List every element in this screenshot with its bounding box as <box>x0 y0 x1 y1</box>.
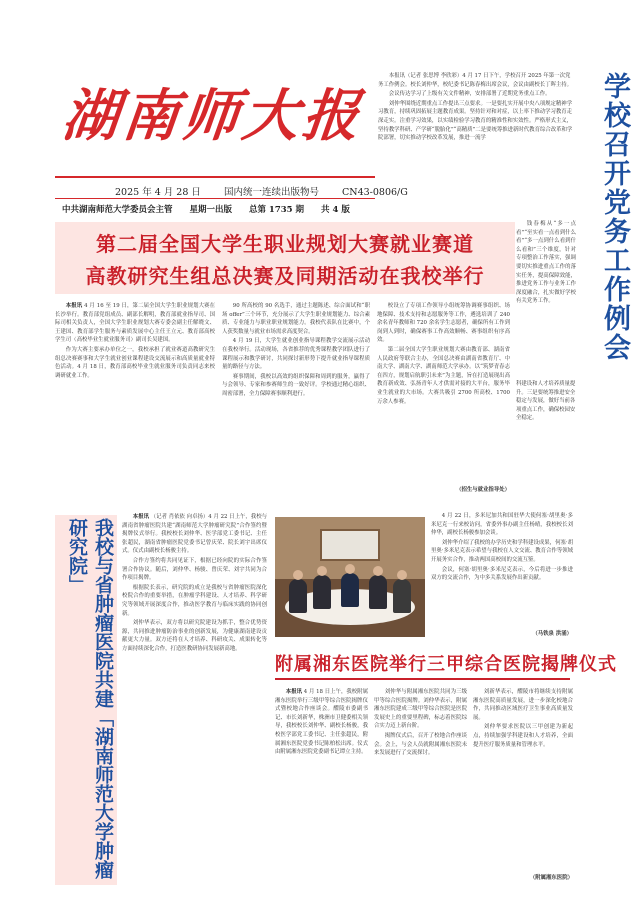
photo-caption-p3: 会议，何塞·胡里奥·多米尼克表示，今后将进一步推进双方的交流合作，为中多关系发展作出新贡献。 <box>431 566 573 582</box>
hospital-headline: 我校与省肿瘤医院共建「湖南师范大学肿瘤研究院」 <box>66 518 114 879</box>
photo-credit: （马铁泉 洪涌） <box>532 631 572 637</box>
xiangdong-p3: 揭牌仪式后，召开了校地合作座谈会。会上，与会人员就附属湘东医院未来发展进行了交流探讨。 <box>374 732 467 757</box>
newspaper-title: 湖南师大报 <box>59 83 367 149</box>
masthead-date-row <box>115 184 428 198</box>
top-story-column-2 <box>516 220 576 380</box>
xiangdong-column-2 <box>374 688 467 883</box>
top-story-body <box>378 72 573 144</box>
xiangdong-p1: 4 月 18 日上午，我校附属湘东医院举行三级甲等综合医院揭牌仪式暨校地合作座谈会。醴陵市委副书记、市长刘新华，株洲市卫健委相关领导，我校校长刘仲华、副校长杨骏，我校医学部党工委书记、主任张超民，附属湘东医院党委书记陈柏松出席。仪式由附属湘东医院党委副书记谭立主持。 <box>275 689 368 756</box>
top-story-p5: 钱春梅从“多一点看”“至实看一点看到什么看”“多一点到什么看到什么看和”三个维度，针对专项整治工作落实，强调要切实推进重点工作的落实任务，提高保障效能，推进党务工作与业务工作深度融合，扎实做好学校有关党务工作。 <box>516 221 576 305</box>
hospital-kicker: 本报讯 <box>132 514 150 520</box>
lead-column-2 <box>222 302 370 497</box>
top-story-p3: 刘仲华围绕近期重点工作提出三点要求。一是要扎实开展中央八项规定精神学习教育，持续巩固拓展主题教育成果。坚持针对和对症，以上率下推动学习教育走深走实。注重学习效果，以实绩检验学习教育的精准性和实效性。严格形式主义，坚持教学科研、产学研“脱胎化”“高精质”二是要统筹推进新时代教育综合改革和学院部署，切实推动学校改革发展，推进一流学 <box>378 100 573 142</box>
lead-col2-p1: 90 所高校的 90 名选手，通过主题陈述、综合面试和“职场 offer”三个环节，充分展示了大学生职业规划能力、综合素质、专业能力与职业职业规划能力。我校代表队在比赛中，个人获奖数量与就业市场需求高度契合。 <box>222 303 370 335</box>
lead-col3-p2: 第二届全国大学生职业规划大赛由教育部、湖南省人民政府等联合主办，全国总决赛由湖南省教育厅、中南大学、湖南大学、湖南师范大学承办。以“筑梦青春志在四方，规划启航职引未来”为主题，旨在打造展现出高教育新成效、弘扬青年人才供需对接的大平台，服务毕业生就业的大市场。大赛共吸引 2700 所高校、1700 万余人参赛。 <box>377 346 510 405</box>
photo-caption <box>431 512 573 642</box>
cn-number: CN43-0806/G <box>342 187 408 198</box>
top-story-p1: 本报讯（记者 张思博 李欣彩）4 月 17 日下午，学校召开 2025 年第一次党务工作例会。校长刘仲华，校纪委书记陈春梅出席会议，会议由副校长丁晖主持。 <box>378 73 573 88</box>
lead-credit: （招生与就业指导处） <box>456 487 510 493</box>
masthead-rule-mid <box>55 198 375 199</box>
xiangdong-credit: （附属湘东医院） <box>529 875 573 881</box>
lead-headline-line1: 第二届全国大学生职业规划大赛就业赛道 <box>96 232 474 256</box>
xiangdong-headline-rule <box>275 678 570 680</box>
hospital-story-body <box>122 513 267 885</box>
photo-caption-p2: 刘仲华介绍了我校的办学历史和学科建设成果，何塞·胡里奥·多米尼克表示希望与我校在人文交流、教育合作等领域开展务实合作，推动两国高校间的交流互鉴。 <box>431 539 573 563</box>
lead-col2-p3: 赛事期间，我校以高效的组织保障和周到的服务，赢得了与会领导、专家和参赛师生的一致好评。学校通过精心组织、周密部署，全力保障赛事顺利进行。 <box>222 373 370 397</box>
page-count: 共 4 版 <box>321 205 350 215</box>
issue-number: 总第 1735 期 <box>248 205 305 215</box>
top-story-p4: 科建设和人才培养质量提升。三是要统筹推进安全稳定与发展，做好当前各项重点工作，确保校园安全稳定。 <box>516 381 576 422</box>
masthead-rule-top <box>55 176 375 178</box>
xiangdong-p4: 刘新华表示，醴陵市将继续支持附属湘东医院高质量发展，进一步深化校地合作，共同推动区域医疗卫生事业高质量发展。 <box>473 689 573 721</box>
meeting-photo <box>275 517 425 637</box>
lead-headline-banner <box>55 222 515 294</box>
issue-date: 2025 年 4 月 28 日 <box>115 187 201 198</box>
lead-col1-p1: 4 月 16 至 19 日，第二届全国大学生职业规划大赛在长沙举行。教育部党组成员、副部长解明，教育部就业指导司、国际司相关负责人，全国大学生职业规划大赛专委会副主任解晓文、王建国、教育部学生服务与素质发展中心主任王立元、教育部高校学生司（高校毕业生就业服务司）副司长吴建国。 <box>55 303 215 344</box>
lead-column-3 <box>377 302 510 497</box>
xiangdong-p2: 刘仲华与附属湘东医院共同为三级甲等综合医院揭牌。刘仲华表示，附属湘东医院建成三级甲等综合医院是医院发展史上的重要里程碑，标志着医院综合实力迈上新台阶。 <box>374 689 467 730</box>
xiangdong-kicker: 本报讯 <box>285 689 303 695</box>
top-story-continued <box>516 380 576 460</box>
sponsor: 中共湖南师范大学委员会主管 <box>62 205 173 215</box>
xiangdong-p5: 刘仲华要求医院以三甲创建为新起点，持续加强学科建设和人才培养，全面提升医疗服务质量和管理水平。 <box>473 724 573 748</box>
lead-col1-p2: 作为大赛主要承办单位之一，我校承担了就业赛道高教研究生组总决赛赛事和大学生就业创业课程建设交流展示和高质量就业特色活动。4 月 18 日，教育部高校毕业生就业服务司负责同志来校调研就业工作。 <box>55 346 215 379</box>
hospital-p4: 刘仲华表示，双方将以研究院建设为抓手，整合优势资源，共同推进肿瘤防治事业的创新发展，为健康湖南建设贡献更大力量。双方还将在人才培养、科研攻关、成果转化等方面持续深化合作，打造医教研协同发展新高地。 <box>122 620 267 652</box>
hospital-p3: 根据院长表示，研究院的成立是我校与省肿瘤医院深化校院合作的重要举措，在肿瘤学科建设、人才培养、科学研究等领域开展深度合作，推动医学教育与临床实践的协同创新。 <box>122 584 267 617</box>
hospital-p1: （记者 肖依依 向卓扬）4 月 22 日上午，我校与湖南省肿瘤医院共建“湖南师范大学肿瘤研究院”合作签约暨揭牌仪式举行。我校校长刘仲华、医学部党工委书记、主任张超民，湖南省肿瘤医院党委书记曾庆荣、院长刘宇出席仪式。仪式由副校长杨骏主持。 <box>122 514 267 555</box>
masthead <box>55 68 375 158</box>
top-story-p2: 会议传达学习了上级有关文件精神，安排部署了近期党务重点工作。 <box>388 91 551 98</box>
weekday: 星期一出版 <box>189 205 232 215</box>
masthead-info-row <box>62 203 364 215</box>
lead-col3-p1: 校设立了专项工作领导小组统筹协调赛事组织、场地保障、技术支持和志愿服务等工作，遴选培训了 240 余名青年教师和 720 余名学生志愿者，确保所有工作到岗到人到时，确保赛事工作高效顺畅、赛事组织有序高效。 <box>377 303 510 344</box>
xiangdong-column-1 <box>275 688 368 883</box>
top-story-headline: 学校召开党务工作例会 <box>599 72 630 362</box>
lead-kicker: 本报讯 <box>65 303 83 309</box>
xiangdong-column-3 <box>473 688 573 870</box>
hospital-p2: 合作方签约将共同见证下，根据已经向院的实际合作签署合作协议。随后，刘仲华、杨骏、曾庆荣、刘宇共同为合作项目揭牌。 <box>122 557 267 582</box>
xiangdong-headline: 附属湘东医院举行三甲综合医院揭牌仪式 <box>275 654 617 675</box>
photo-caption-p1: 4 月 22 日，多米尼加共和国驻华大使何塞·胡里奥·多米尼克一行来校访问，省委外事办副主任杨晴，我校校长刘仲华，副校长杨骏参加会谈。 <box>431 513 573 537</box>
lead-col2-p2: 4 月 19 日，大学生就业创业指导课程教学交流展示活动在我校举行。活动现场，各省推荐的优秀课程教学团队进行了课程展示和教学研讨，共同探讨新形势下提升就业指导课程质量的路径与方法。 <box>222 338 370 371</box>
lead-headline-line2: 高教研究生组总决赛及同期活动在我校举行 <box>85 264 485 288</box>
issue-type: 国内统一连续出版物号 <box>223 187 319 198</box>
lead-column-1 <box>55 302 215 497</box>
